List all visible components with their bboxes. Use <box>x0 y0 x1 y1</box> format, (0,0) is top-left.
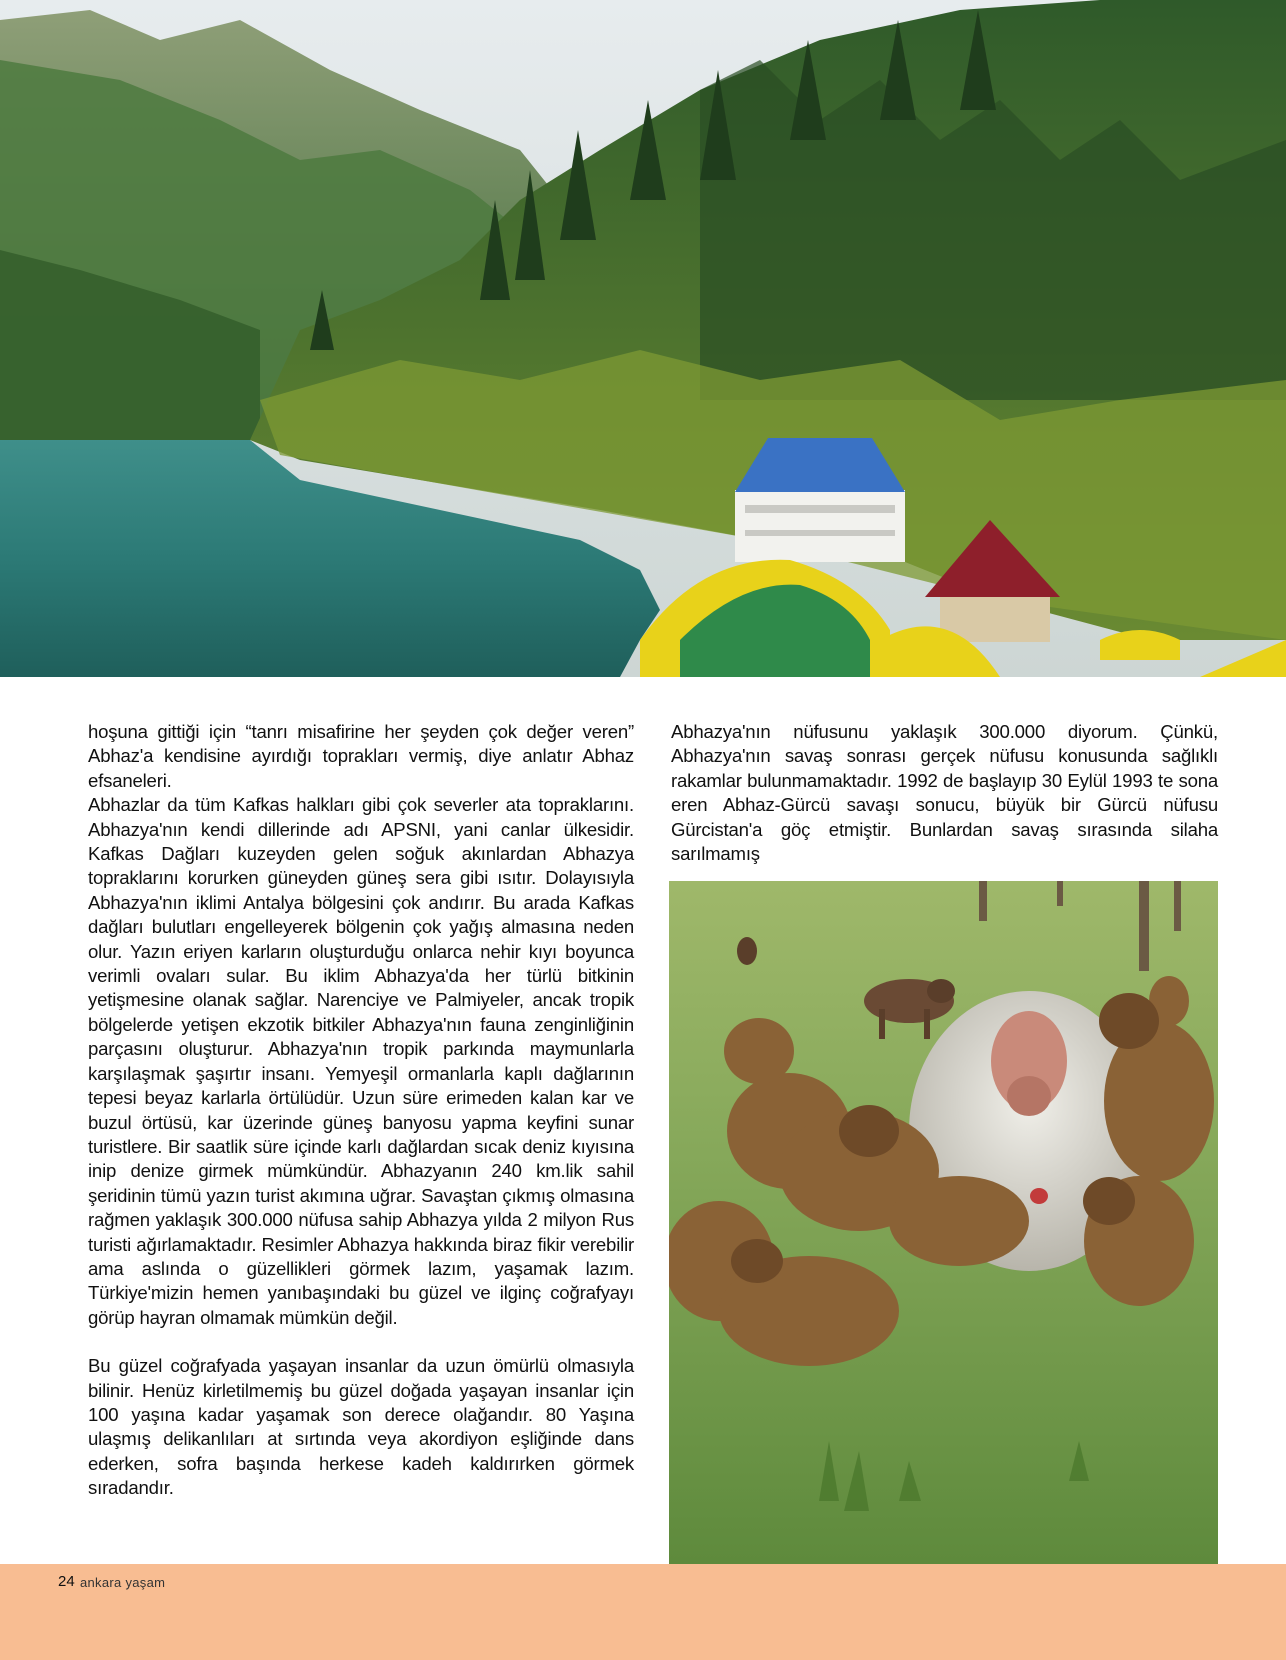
paragraph-1: hoşuna gittiği için “tanrı misafirine her şeyden çok değer veren” Abhaz'a kendisine ayırdığı toprakları vermiş, diye anlatır Abhaz efsaneleri. <box>88 721 634 791</box>
hero-photo <box>0 0 1286 677</box>
baboon-photo <box>669 881 1218 1564</box>
baboons-photo <box>669 881 1218 1564</box>
paragraph-2: Abhazlar da tüm Kafkas halkları gibi çok severler ata topraklarını. Abhazya'nın kendi dillerinde adı APSNI, yani canlar ülkesidir. Kafkas Dağları kuzeyden gelen soğuk akınlardan Abhazya topraklarını korurken güneyden güneş sera gibi ısıtır. Dolayısıyla Abhazya'nın iklimi Antalya bölgesini çok andırır. Bu arada Kafkas dağları bulutları engelleyerek bölgenin çok yağış almasına neden olur. Yazın eriyen karların oluşturduğu onlarca nehir kıyı boyunca verimli ovaları sular. Bu iklim Abhazya'da her türlü bitkinin yetişmesine olanak sağlar. Narenciye ve Palmiyeler, ancak tropik bölgelerde yetişen ekzotik bitkiler Abhazya'nın fauna zenginliğinin parçasını oluşturur. Abhazya'nın tropik parkında maymunlarla karşılaşmak şaşırtır insanı. Yemyeşil ormanlarla kaplı dağlarının tepesi beyaz karlarla örtülüdür. Uzun süre erimeden kalan kar ve buzul örtüsü, kar üzerinde güneş banyosu yapma keyfini sunar turistlere. Bir saatlik süre içinde karlı dağlardan sıcak deniz kıyısına inip denize girmek mümkündür. Abhazyanın 240 km.lik sahil şeridinin tümü yazın turist akımına uğrar. Savaştan çıkmış olmasına rağmen yaklaşık 300.000 nüfusa sahip Abhazya yılda 2 milyon Rus turisti ağırlamaktadır. Resimler Abhazya hakkında biraz fikir verebilir ama aslında o güzellikleri görmek lazım, yaşamak lazım. Türkiye'mizin hemen yanıbaşındaki bu güzel ve ilginç coğrafyayı görüp hayran olmamak mümkün değil. <box>88 794 634 1328</box>
magazine-name: ankara yaşam <box>80 1575 166 1590</box>
footer-band <box>0 1564 1286 1660</box>
paragraph-right: Abhazya'nın nüfusunu yaklaşık 300.000 diyorum. Çünkü, Abhazya'nın savaş sonrası gerçek nüfusu konusunda sağlıklı rakamlar bulunmamaktadır. 1992 de başlayıp 30 Eylül 1993 te sona eren Abhaz-Gürcü savaşı sonucu, büyük bir Gürcü nüfusu Gürcistan'a göç etmiştir. Bunlardan savaş sırasında silaha sarılmamış <box>671 721 1218 865</box>
article-left-column <box>88 720 634 1501</box>
article-right-column <box>671 720 1218 866</box>
lake-landscape-photo <box>0 0 1286 677</box>
paragraph-3: Bu güzel coğrafyada yaşayan insanlar da uzun ömürlü olmasıyla bilinir. Henüz kirletilmemiş bu güzel doğada yaşayan insanlar için 100 yaşına kadar yaşamak son derece olağandır. 80 Yaşına ulaşmış delikanlıları at sırtında veya akordiyon eşliğinde dans ederken, sofra başında herkese kadeh kaldırırken görmek sıradandır. <box>88 1355 634 1499</box>
page-number: 24 <box>58 1573 75 1590</box>
